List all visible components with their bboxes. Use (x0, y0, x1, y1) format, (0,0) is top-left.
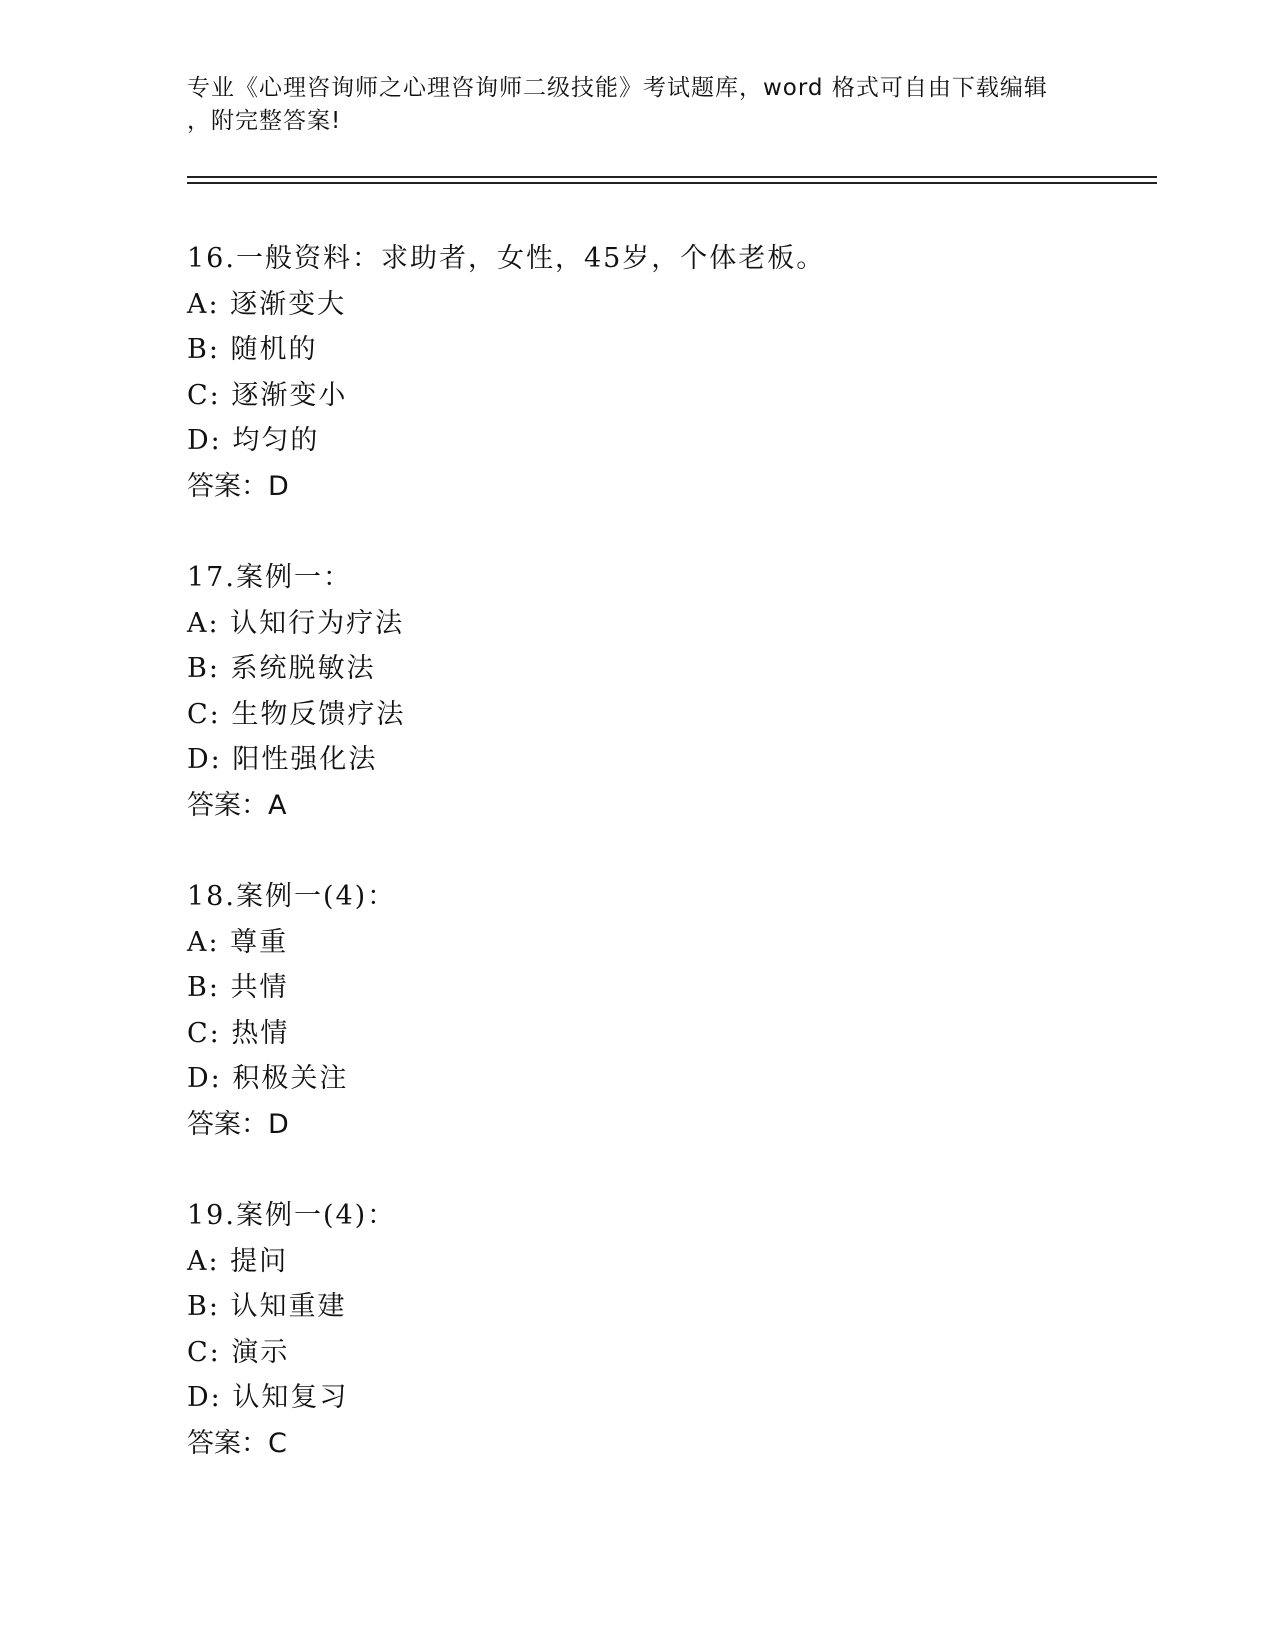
question-17 (187, 555, 1087, 828)
document-header (187, 72, 1087, 138)
option-d: D: 积极关注 (187, 1063, 349, 1094)
question-stem: 18.案例一(4)： (187, 881, 397, 912)
option-a: A: 认知行为疗法 (187, 607, 405, 639)
option-b: B: 共情 (187, 972, 289, 1003)
option-b: B: 认知重建 (187, 1291, 347, 1322)
question-stem: 17.案例一： (187, 562, 352, 593)
option-d: D: 均匀的 (187, 425, 320, 456)
question-stem: 19.案例一(4)： (187, 1200, 397, 1231)
answer-line: 答案：D (187, 1108, 289, 1140)
question-18 (187, 874, 1087, 1147)
option-d: D: 阳性强化法 (187, 744, 378, 775)
option-c: C: 热情 (187, 1017, 290, 1049)
question-16 (187, 236, 1087, 509)
answer-line: 答案：D (187, 470, 289, 502)
header-title-line-2: ，附完整答案! (187, 108, 342, 134)
question-19 (187, 1193, 1087, 1466)
option-a: A: 尊重 (187, 926, 289, 958)
question-stem: 16.一般资料：求助者，女性，45岁，个体老板。 (187, 243, 826, 274)
question-list (187, 236, 1087, 1512)
option-d: D: 认知复习 (187, 1382, 349, 1413)
option-b: B: 系统脱敏法 (187, 653, 376, 684)
answer-line: 答案：A (187, 789, 287, 821)
option-a: A: 逐渐变大 (187, 288, 347, 320)
option-c: C: 演示 (187, 1336, 290, 1368)
header-divider-bottom (187, 182, 1157, 184)
option-c: C: 生物反馈疗法 (187, 698, 406, 730)
option-c: C: 逐渐变小 (187, 379, 348, 411)
option-a: A: 提问 (187, 1245, 289, 1277)
option-b: B: 随机的 (187, 334, 318, 365)
header-title-line-1: 专业《心理咨询师之心理咨询师二级技能》考试题库，word 格式可自由下载编辑 (187, 75, 1048, 101)
header-divider-top (187, 176, 1157, 178)
answer-line: 答案：C (187, 1427, 287, 1459)
